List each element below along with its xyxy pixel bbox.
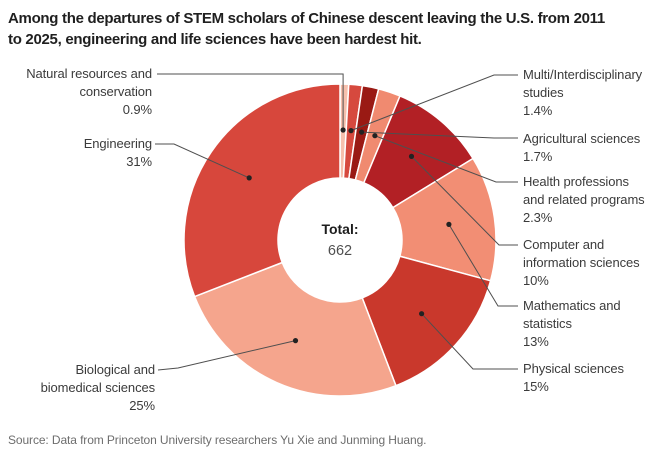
slice-label-pct: 10% xyxy=(523,273,549,288)
leader-dot-biological-biomedical xyxy=(293,338,298,343)
leader-dot-agricultural-sciences xyxy=(359,130,364,135)
slice-label-line: studies xyxy=(523,85,564,100)
slice-label-line: Natural resources and xyxy=(26,66,152,81)
slice-label-line: statistics xyxy=(523,316,572,331)
slice-label-pct: 1.7% xyxy=(523,149,553,164)
slice-label-line: Biological and xyxy=(75,362,155,377)
slice-label-pct: 25% xyxy=(129,398,155,413)
slice-label-pct: 15% xyxy=(523,379,549,394)
chart-title-line: to 2025, engineering and life sciences have been hardest hit. xyxy=(8,31,422,48)
slice-label-line: biomedical sciences xyxy=(40,380,155,395)
total-label: Total: xyxy=(321,221,359,237)
slice-label-line: Multi/Interdisciplinary xyxy=(523,67,643,82)
slice-label-health-professions xyxy=(523,173,668,227)
slice-label-pct: 13% xyxy=(523,334,549,349)
slice-label-pct: 0.9% xyxy=(122,102,152,117)
source-note: Source: Data from Princeton University researchers Yu Xie and Junming Huang. xyxy=(8,433,427,447)
donut-center-label xyxy=(270,221,410,259)
slice-label-line: Computer and xyxy=(523,237,605,252)
slice-label-pct: 31% xyxy=(126,154,152,169)
slice-label-line: information sciences xyxy=(523,255,640,270)
leader-dot-computer-information xyxy=(409,154,414,159)
slice-label-engineering xyxy=(2,135,152,171)
slice-label-line: Health professions xyxy=(523,174,629,189)
leader-dot-multi-interdisciplinary xyxy=(348,128,353,133)
chart-title-line: Among the departures of STEM scholars of Chinese descent leaving the U.S. from 2011 xyxy=(8,10,605,27)
leader-dot-engineering xyxy=(247,175,252,180)
slice-label-line: and related programs xyxy=(523,192,645,207)
slice-label-line: Agricultural sciences xyxy=(523,131,641,146)
slice-label-computer-information xyxy=(523,236,668,290)
slice-label-line: Mathematics and xyxy=(523,298,621,313)
leader-dot-mathematics-statistics xyxy=(446,222,451,227)
slice-label-line: conservation xyxy=(79,84,152,99)
pie-slice-engineering xyxy=(184,84,340,297)
slice-label-biological-biomedical xyxy=(2,361,155,415)
slice-label-pct: 1.4% xyxy=(523,103,553,118)
slice-label-natural-resources xyxy=(2,65,152,119)
slice-label-line: Physical sciences xyxy=(523,361,624,376)
slice-label-pct: 2.3% xyxy=(523,210,553,225)
leader-dot-health-professions xyxy=(372,133,377,138)
slice-label-mathematics-statistics xyxy=(523,297,668,351)
total-value: 662 xyxy=(327,243,353,259)
leader-dot-natural-resources xyxy=(341,127,346,132)
slice-label-multi-interdisciplinary xyxy=(523,66,668,120)
slice-label-line: Engineering xyxy=(83,136,152,151)
slice-label-physical-sciences xyxy=(523,360,668,396)
leader-dot-physical-sciences xyxy=(419,311,424,316)
slice-label-agricultural-sciences xyxy=(523,130,668,166)
